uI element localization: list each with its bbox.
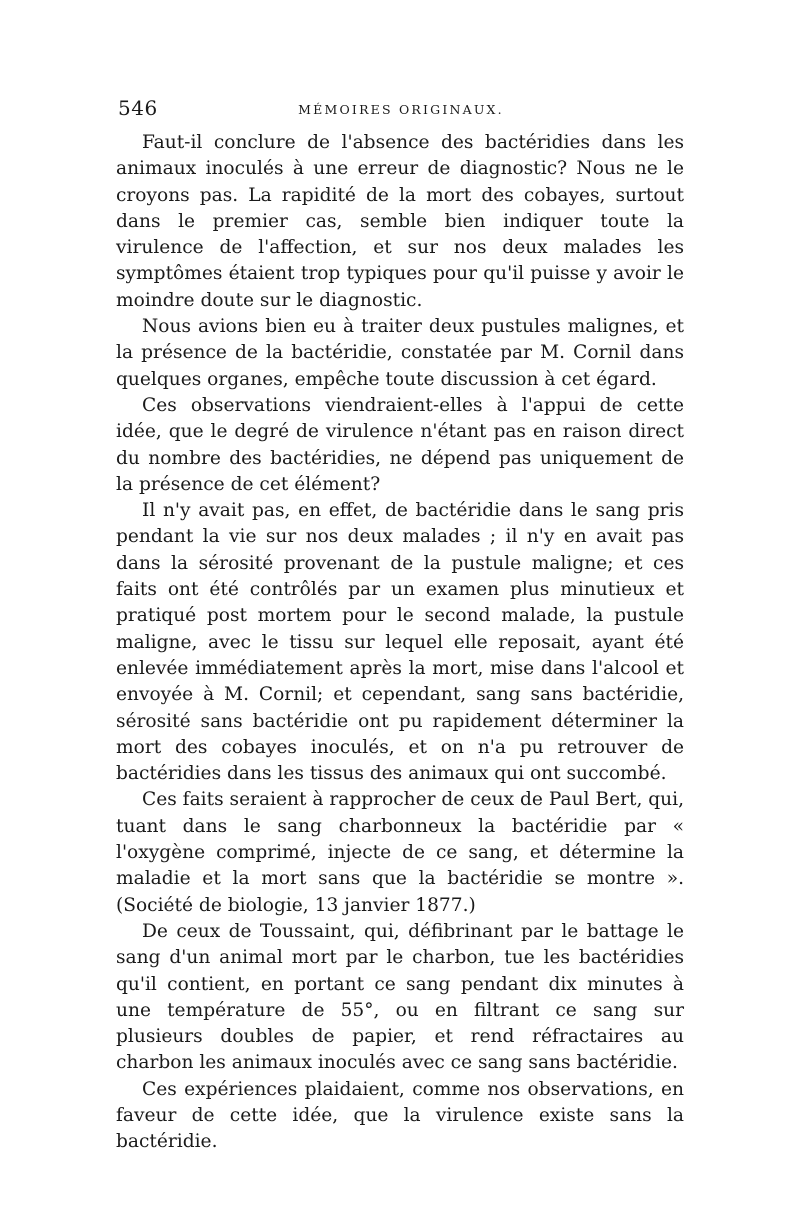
paragraph: Il n'y avait pas, en effet, de bactéridie dans le sang pris pendant la vie sur nos deux malades ; il n'y en avait pas dans la sérosité provenant de la pustule maligne; et ces faits ont été contrôlés par un examen plus minutieux et pratiqué post mortem pour le second malade, la pustule maligne, avec le tissu sur lequel elle reposait, ayant été enlevée immédiatement après la mort, mise dans l'alcool et envoyée à M. Cornil; et cependant, sang sans bactéridie, sérosité sans bactéridie ont pu rapidement déterminer la mort des cobayes inoculés, et on n'a pu retrouver de bactéridies dans les tissus des animaux qui ont succombé. — [116, 500, 684, 785]
running-title: MÉMOIRES ORIGINAUX. — [298, 102, 504, 117]
paragraph: Ces observations viendraient-elles à l'appui de cette idée, que le degré de virulence n'étant pas en raison direct du nombre des bactéridies, ne dépend pas uniquement de la présence de cet élément? — [116, 394, 684, 495]
page-number: 546 — [118, 96, 158, 120]
page-header — [118, 96, 684, 126]
paragraph: De ceux de Toussaint, qui, défibrinant par le battage le sang d'un animal mort par le charbon, tue les bactéridies qu'il contient, en portant ce sang pendant dix minutes à une température de 55°, ou en filtrant ce sang sur plusieurs doubles de papier, et rend réfractaires au charbon les animaux inoculés avec ce sang sans bactéridie. — [116, 920, 684, 1074]
body-text — [116, 130, 684, 1156]
paragraph: Faut-il conclure de l'absence des bactéridies dans les animaux inoculés à une erreur de diagnostic? Nous ne le croyons pas. La rapidité de la mort des cobayes, surtout dans le premier cas, semble bien indiquer toute la virulence de l'affection, et sur nos deux malades les symptômes étaient trop typiques pour qu'il puisse y avoir le moindre doute sur le diagnostic. — [116, 132, 684, 311]
paragraph: Nous avions bien eu à traiter deux pustules malignes, et la présence de la bactéridie, constatée par M. Cornil dans quelques organes, empêche toute discussion à cet égard. — [116, 316, 684, 390]
paragraph: Ces expériences plaidaient, comme nos observations, en faveur de cette idée, que la virulence existe sans la bactéridie. — [116, 1078, 684, 1153]
paragraph: Ces faits seraient à rapprocher de ceux de Paul Bert, qui, tuant dans le sang charbonneux la bactéridie par « l'oxygène comprimé, injecte de ce sang, et détermine la maladie et la mort sans que la bactéridie se montre ». (Société de biologie, 13 janvier 1877.) — [116, 789, 684, 916]
